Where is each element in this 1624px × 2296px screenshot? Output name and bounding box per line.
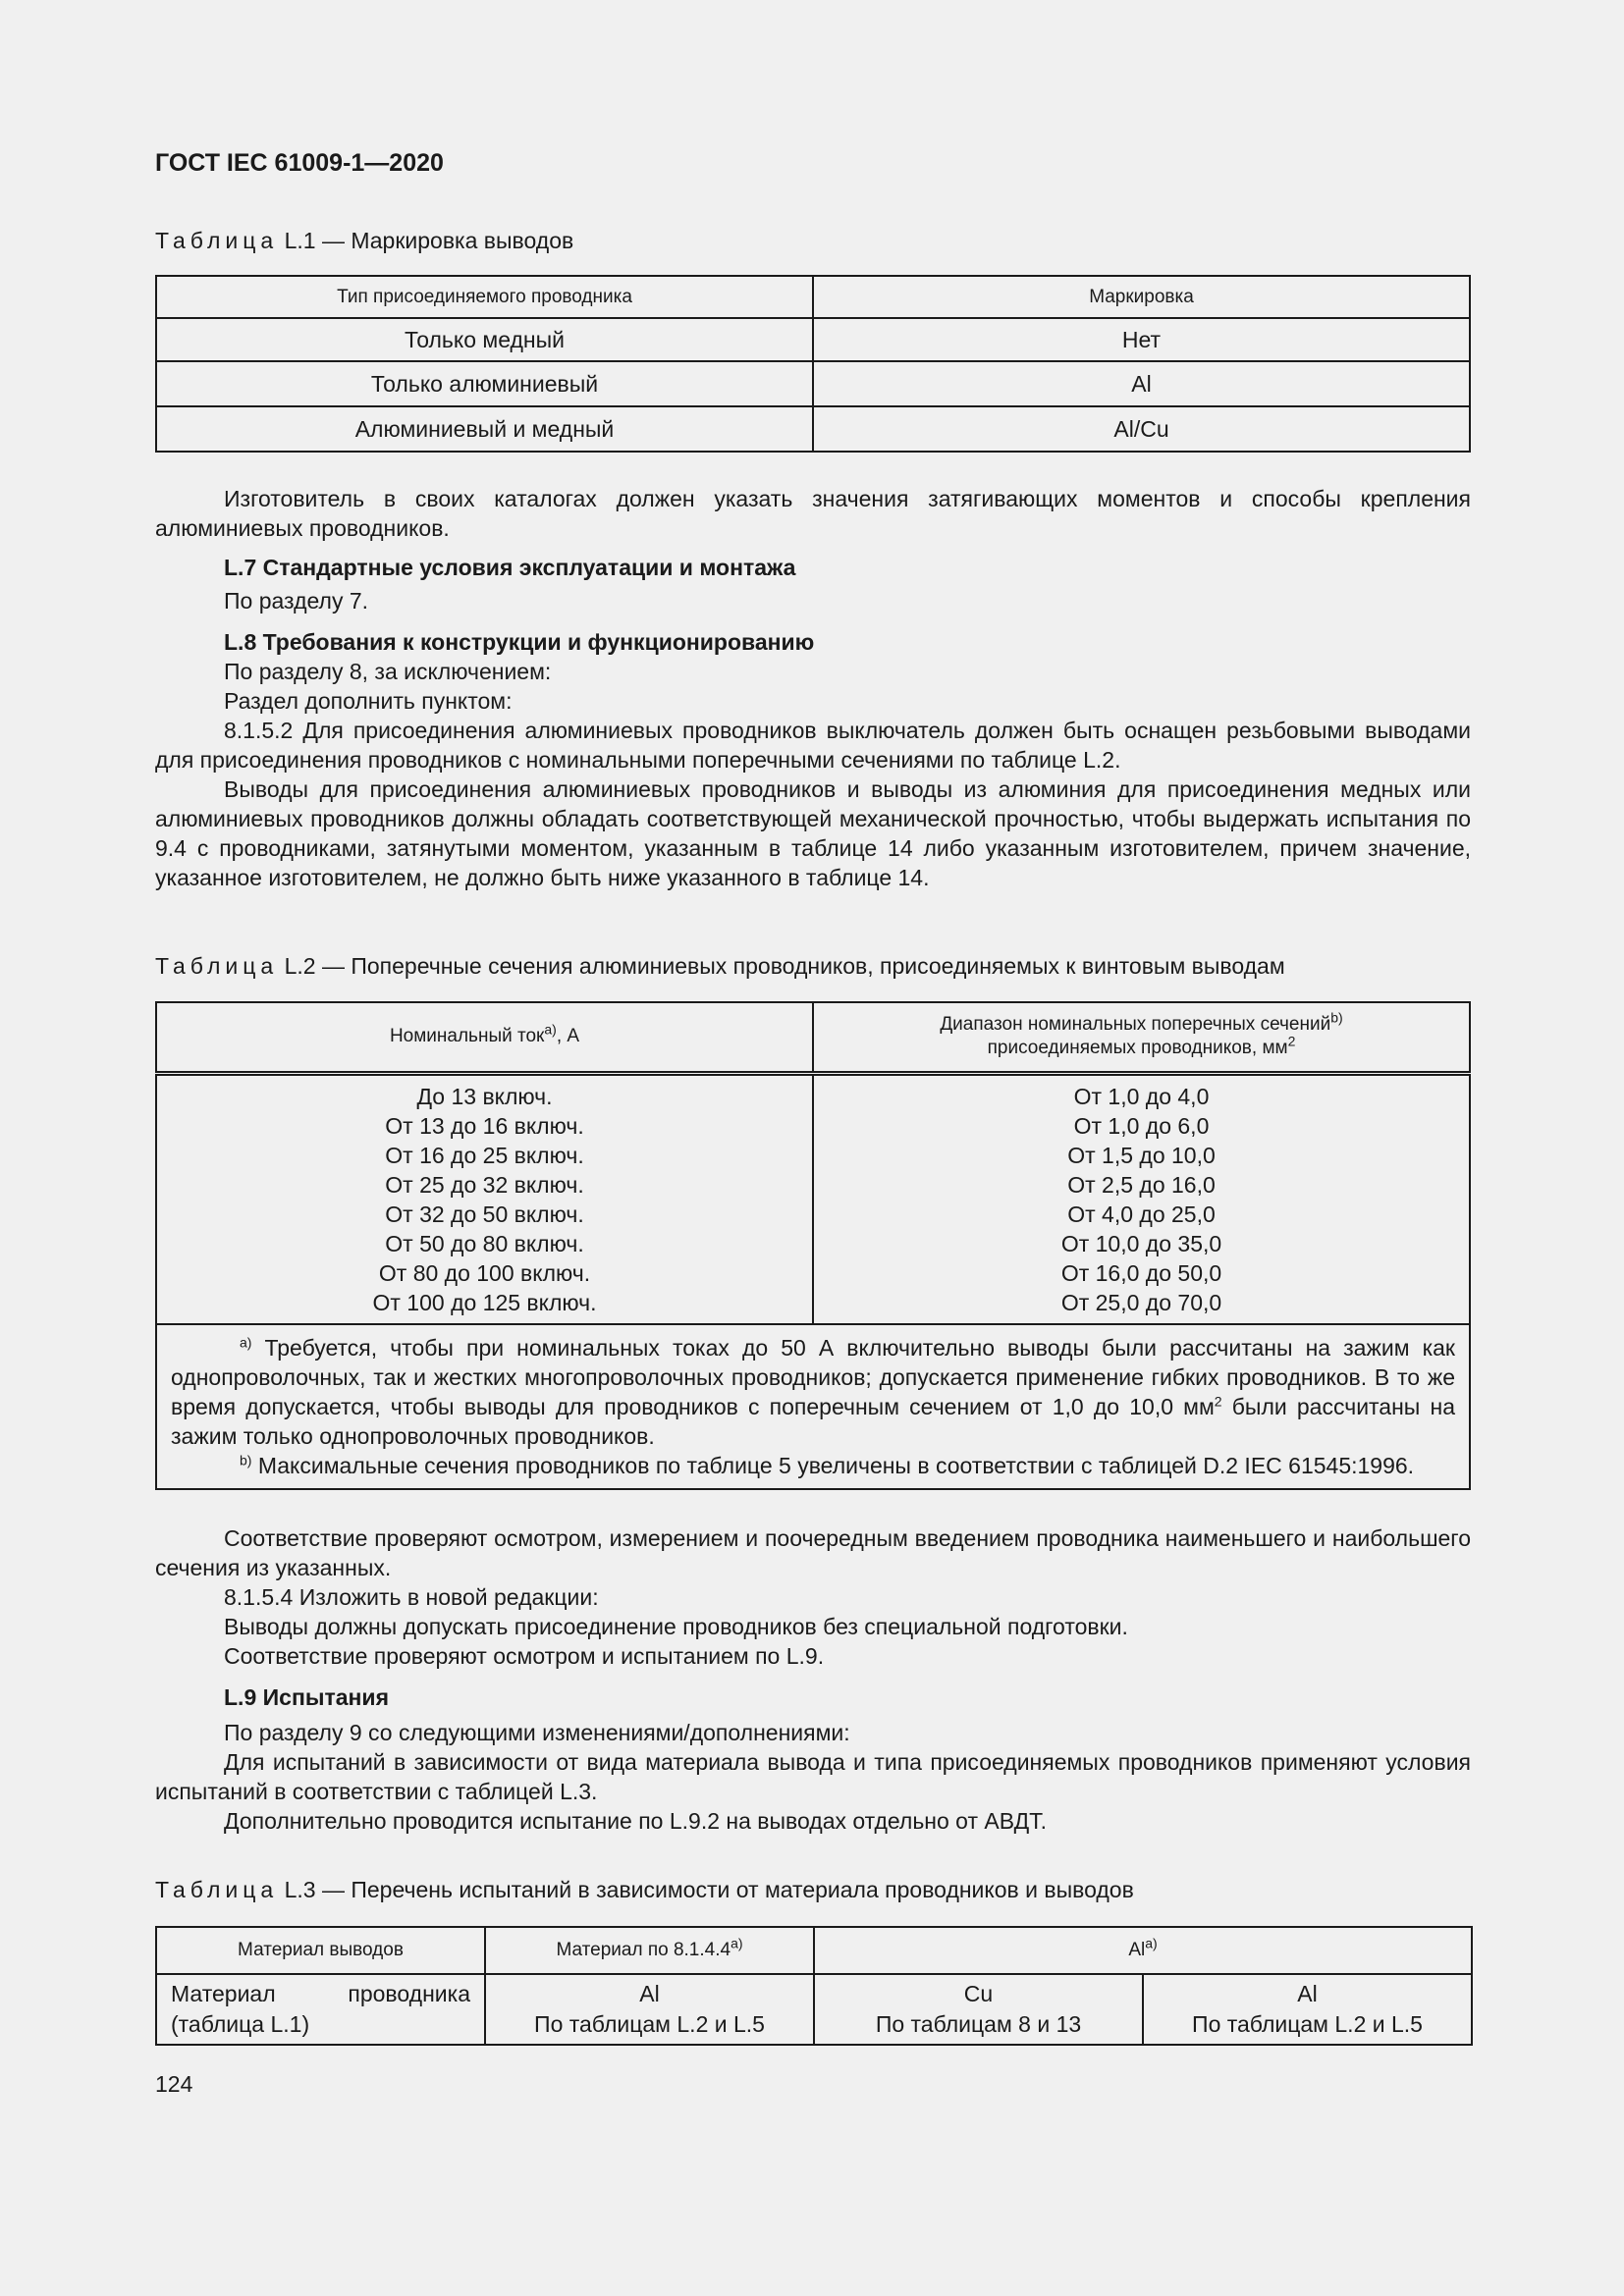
footnote-a-text-end: были рассчитаны на зажим только однопроволочных проводников. xyxy=(171,1394,1455,1449)
document-header: ГОСТ IEC 61009-1—2020 xyxy=(155,149,444,177)
table-l2-header-current-label: Номинальный ток xyxy=(389,1026,545,1047)
table-l1-cell: Нет xyxy=(813,318,1470,361)
table-l3-header-material-label: Материал по 8.1.4.4 xyxy=(556,1940,731,1960)
paragraph: Соответствие проверяют осмотром и испытанием по L.9. xyxy=(224,1643,825,1669)
footnote-a-text: Требуется, чтобы при номинальных токах до 50 А включительно выводы были рассчитаны на зажим как однопроволочных, так и жестких многопроволочных проводников; допускается применение гибких проводников. В то же время допускается, чтобы выводы для проводников с поперечным сечением от 1,0 до 10,0 мм xyxy=(171,1335,1455,1419)
table-row xyxy=(156,318,1470,361)
table-l1-cell: Алюминиевый и медный xyxy=(156,406,813,452)
paragraph: Выводы должны допускать присоединение проводников без специальной подготовки. xyxy=(224,1614,1128,1639)
text-block-1 xyxy=(155,484,1471,892)
footnote-mark: a) xyxy=(731,1935,743,1951)
footnote-mark: a) xyxy=(1145,1935,1158,1951)
footnote-b-text: Максимальные сечения проводников по таблице 5 увеличены в соответствии с таблицей D.2 IEC 61545:1996. xyxy=(251,1453,1415,1478)
table-l3-caption-label: Таблица xyxy=(155,1877,279,1902)
paragraph: 8.1.5.2 Для присоединения алюминиевых проводников выключатель должен быть оснащен резьбовыми выводами для присоединения проводников с номинальными поперечными сечениями по таблице L.2. xyxy=(155,718,1471,773)
paragraph: 8.1.5.4 Изложить в новой редакции: xyxy=(224,1584,599,1610)
table-l3-cell-ref: По таблицам L.2 и L.5 xyxy=(534,2011,765,2037)
table-l1-caption-label: Таблица xyxy=(155,228,279,253)
table-l3-header-al xyxy=(814,1927,1472,1974)
paragraph: Дополнительно проводится испытание по L.9.2 на выводах отдельно от АВДТ. xyxy=(224,1808,1048,1834)
paragraph: Выводы для присоединения алюминиевых проводников и выводы из алюминия для присоединения медных или алюминиевых проводников должны обладать соответствующей механической прочностью, чтобы выдержать испытания по 9.4 с проводниками, затянутыми моментом, указанным в таблице 14 либо указанным изготовителем, причем значение, указанное изготовителем, не должно быть ниже указанного в таблице 14. xyxy=(155,776,1471,890)
table-row xyxy=(156,361,1470,406)
table-l2-header-section xyxy=(813,1002,1470,1073)
paragraph: Соответствие проверяют осмотром, измерением и поочередным введением проводника наименьшего и наибольшего сечения из указанных. xyxy=(155,1525,1471,1580)
unit-superscript: 2 xyxy=(1214,1393,1222,1410)
table-l3-caption-text: L.3 — Перечень испытаний в зависимости от материала проводников и выводов xyxy=(278,1877,1134,1902)
table-l3-header-material xyxy=(485,1927,814,1974)
table-row xyxy=(156,1974,1472,2045)
table-l1-caption-text: L.1 — Маркировка выводов xyxy=(278,228,574,253)
table-l1-caption xyxy=(155,228,1471,254)
table-l1-cell: Al/Cu xyxy=(813,406,1470,452)
table-l1-header-conductor: Тип присоединяемого проводника xyxy=(156,276,813,318)
table-l3-cell xyxy=(485,1974,814,2045)
table-l2-notes-row xyxy=(156,1324,1470,1489)
table-l3-cell xyxy=(814,1974,1143,2045)
footnote-a xyxy=(171,1333,1455,1451)
table-l3-header-terminals: Материал выводов xyxy=(156,1927,485,1974)
table-l3-cell xyxy=(1143,1974,1472,2045)
table-l1-header-marking: Маркировка xyxy=(813,276,1470,318)
table-l2-sections-cell: От 1,0 до 4,0 От 1,0 до 6,0 От 1,5 до 10,0 От 2,5 до 16,0 От 4,0 до 25,0 От 10,0 до 35,0 От 16,0 до 50,0 От 25,0 до 70,0 xyxy=(813,1073,1470,1324)
table-l2-header-section-line2: присоединяемых проводников, мм xyxy=(987,1038,1288,1059)
text-block-2 xyxy=(155,1523,1471,1836)
unit-superscript: 2 xyxy=(1287,1033,1296,1049)
footnote-mark: b) xyxy=(240,1452,252,1468)
table-l2-notes xyxy=(156,1324,1470,1489)
table-row xyxy=(156,406,1470,452)
table-l2-caption-text: L.2 — Поперечные сечения алюминиевых проводников, присоединяемых к винтовым выводам xyxy=(278,953,1285,979)
table-l2-caption-label: Таблица xyxy=(155,953,279,979)
paragraph: Изготовитель в своих каталогах должен указать значения затягивающих моментов и способы крепления алюминиевых проводников. xyxy=(155,486,1471,541)
table-l1 xyxy=(155,275,1471,453)
table-l3-cell-material: Al xyxy=(1297,1981,1318,2006)
footnote-mark: b) xyxy=(1330,1009,1343,1026)
table-l2-currents-cell: До 13 включ. От 13 до 16 включ. От 16 до 25 включ. От 25 до 32 включ. От 32 до 50 включ. От 50 до 80 включ. От 80 до 100 включ. От 100 до 125 включ. xyxy=(156,1073,813,1324)
table-l3-caption xyxy=(155,1877,1471,1903)
section-heading-l9: L.9 Испытания xyxy=(224,1684,389,1710)
table-l2-header-current xyxy=(156,1002,813,1073)
table-l3 xyxy=(155,1926,1473,2046)
paragraph: По разделу 8, за исключением: xyxy=(224,659,552,684)
table-l3-cell-material: Cu xyxy=(963,1981,994,2006)
table-l3-cell-ref: По таблицам L.2 и L.5 xyxy=(1192,2011,1423,2037)
section-heading-l8: L.8 Требования к конструкции и функционированию xyxy=(224,629,815,655)
footnote-mark: a) xyxy=(544,1021,557,1038)
table-l3-row-label: Материал проводника (таблица L.1) xyxy=(156,1974,485,2045)
footnote-mark: a) xyxy=(240,1334,252,1351)
table-l1-cell: Только медный xyxy=(156,318,813,361)
paragraph: По разделу 9 со следующими изменениями/дополнениями: xyxy=(224,1720,850,1745)
table-l3-cell-material: Al xyxy=(639,1981,660,2006)
table-l2 xyxy=(155,1001,1471,1490)
table-row xyxy=(156,1073,1470,1324)
table-l2-caption xyxy=(155,953,1471,980)
page-number: 124 xyxy=(155,2071,193,2097)
table-l1-cell: Только алюминиевый xyxy=(156,361,813,406)
footnote-b xyxy=(171,1451,1455,1480)
section-heading-l7: L.7 Стандартные условия эксплуатации и монтажа xyxy=(224,555,796,580)
paragraph: Для испытаний в зависимости от вида материала вывода и типа присоединяемых проводников применяют условия испытаний в соответствии с таблицей L.3. xyxy=(155,1749,1471,1804)
paragraph: По разделу 7. xyxy=(224,588,369,614)
table-l2-header-section-line1: Диапазон номинальных поперечных сечений xyxy=(940,1014,1331,1036)
table-l3-cell-ref: По таблицам 8 и 13 xyxy=(875,2011,1082,2037)
paragraph: Раздел дополнить пунктом: xyxy=(224,688,513,714)
table-l2-header-current-unit: , А xyxy=(556,1026,580,1047)
table-l3-header-al-label: Al xyxy=(1128,1940,1146,1960)
table-l1-cell: Al xyxy=(813,361,1470,406)
